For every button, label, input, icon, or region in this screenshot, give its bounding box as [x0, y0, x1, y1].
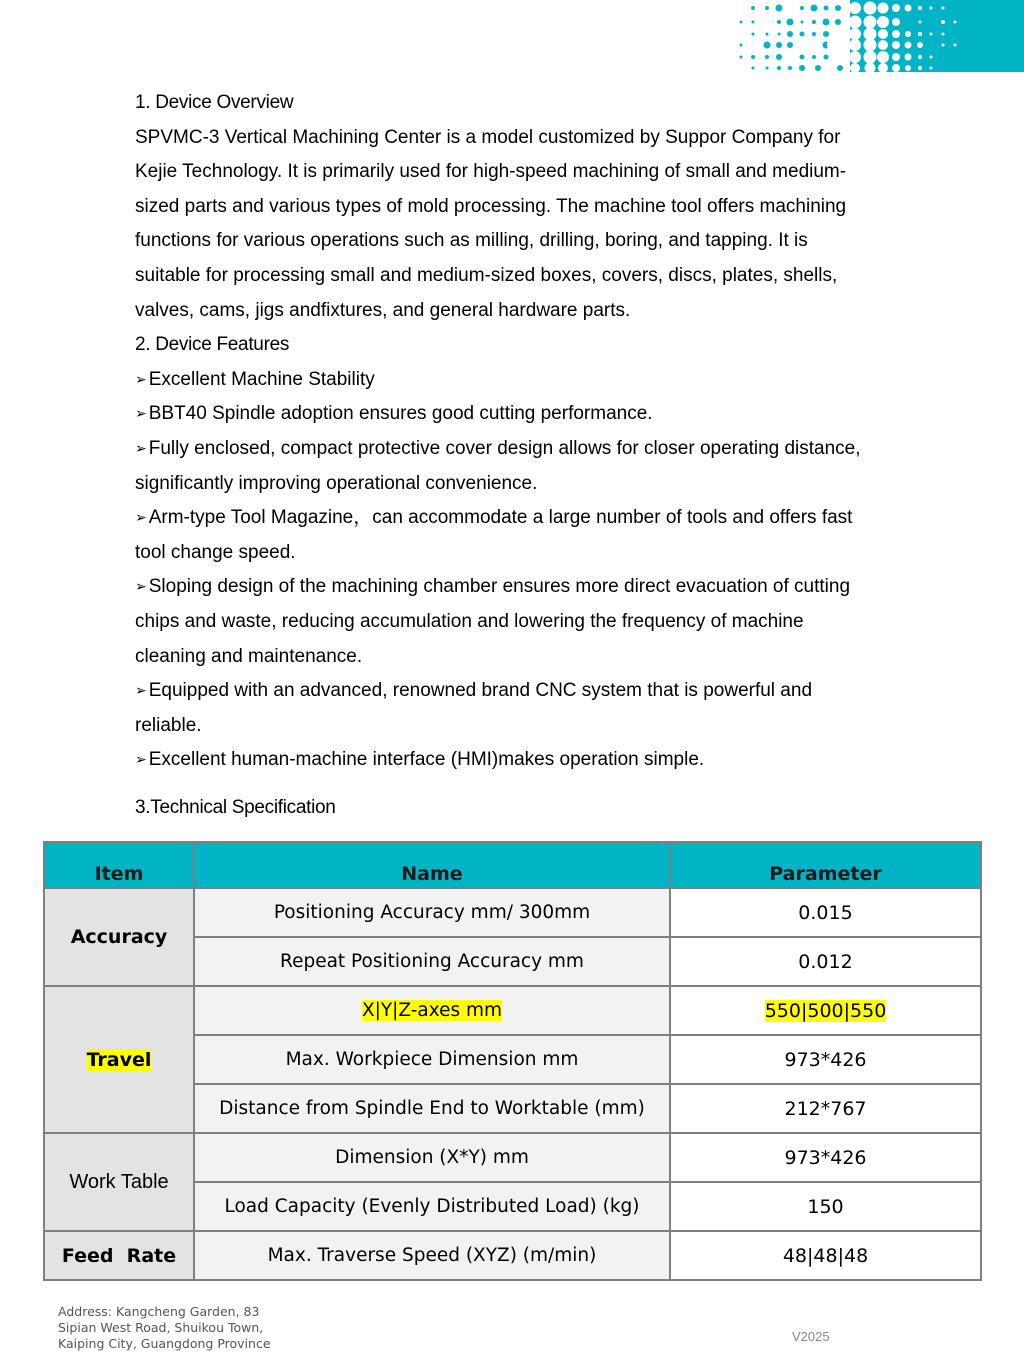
section-heading-overview: 1. Device Overview — [135, 92, 294, 113]
table-row — [44, 986, 981, 1035]
spec-name: Dimension (X*Y) mm — [194, 1133, 670, 1182]
halftone-dot-banner-icon — [700, 0, 1024, 72]
spec-value: 212*767 — [670, 1084, 981, 1133]
feature-item: ➢ BBT40 Spindle adoption ensures good cutting performance. — [135, 397, 935, 432]
spec-name: Distance from Spindle End to Worktable (mm) — [194, 1084, 670, 1133]
overview-line: sized parts and various types of mold processing. The machine tool offers machining — [135, 195, 847, 217]
spec-name — [194, 986, 670, 1035]
feature-item-continued: significantly improving operational convenience. — [135, 472, 538, 494]
spec-value — [670, 986, 981, 1035]
version-label: V2025 — [792, 1329, 830, 1344]
spec-value: 48|48|48 — [670, 1231, 981, 1280]
feature-item-continued: cleaning and maintenance. — [135, 645, 363, 667]
spec-table — [43, 841, 982, 1281]
address-line: Address: Kangcheng Garden, 83 — [58, 1304, 260, 1319]
feature-item: ➢ Sloping design of the machining chamber ensures more direct evacuation of cutting — [135, 570, 935, 605]
section-heading-spec: 3.Technical Specification — [135, 797, 336, 818]
group-label-accuracy: Accuracy — [44, 888, 194, 986]
spec-value: 150 — [670, 1182, 981, 1231]
spec-value: 0.012 — [670, 937, 981, 986]
feature-item: ➢ Fully enclosed, compact protective cover design allows for closer operating distance, — [135, 432, 935, 467]
spec-name: Max. Traverse Speed (XYZ) (m/min) — [194, 1231, 670, 1280]
address-line: Sipian West Road, Shuikou Town, — [58, 1320, 264, 1335]
highlighted-text: X|Y|Z-axes mm — [361, 1000, 503, 1021]
address-line: Kaiping City, Guangdong Province — [58, 1336, 271, 1351]
feature-item: ➢ Arm-type Tool Magazine，can accommodate a large number of tools and offers fast — [135, 501, 935, 536]
footer-address — [58, 1304, 271, 1352]
group-label-travel — [44, 986, 194, 1133]
column-header-parameter: Parameter — [670, 842, 981, 888]
spec-name: Repeat Positioning Accuracy mm — [194, 937, 670, 986]
spec-value: 973*426 — [670, 1133, 981, 1182]
feature-item-continued: reliable. — [135, 714, 202, 736]
spec-name: Positioning Accuracy mm/ 300mm — [194, 888, 670, 937]
feature-item-continued: chips and waste, reducing accumulation and lowering the frequency of machine — [135, 610, 804, 632]
document-body — [135, 86, 935, 778]
feature-item: ➢ Excellent Machine Stability — [135, 363, 935, 398]
overview-line: functions for various operations such as milling, drilling, boring, and tapping. It is — [135, 230, 808, 252]
highlighted-text: 550|500|550 — [764, 999, 887, 1022]
overview-line: suitable for processing small and medium-sized boxes, covers, discs, plates, shells, — [135, 264, 838, 286]
feature-item: ➢ Excellent human-machine interface (HMI)makes operation simple. — [135, 743, 935, 778]
spec-value: 0.015 — [670, 888, 981, 937]
table-row — [44, 1133, 981, 1182]
table-row — [44, 1231, 981, 1280]
spec-name: Max. Workpiece Dimension mm — [194, 1035, 670, 1084]
feature-item: ➢ Equipped with an advanced, renowned brand CNC system that is powerful and — [135, 674, 935, 709]
group-label-work-table: Work Table — [44, 1133, 194, 1231]
column-header-name: Name — [194, 842, 670, 888]
overview-line: valves, cams, jigs andfixtures, and general hardware parts. — [135, 299, 631, 321]
table-row — [44, 888, 981, 937]
column-header-item: Item — [44, 842, 194, 888]
spec-name: Load Capacity (Evenly Distributed Load) (kg) — [194, 1182, 670, 1231]
section-heading-features: 2. Device Features — [135, 334, 290, 356]
overview-line: Kejie Technology. It is primarily used for high-speed machining of small and medium- — [135, 161, 847, 183]
group-label-feed-rate: Feed Rate — [44, 1231, 194, 1280]
feature-item-continued: tool change speed. — [135, 541, 296, 563]
table-header-row — [44, 842, 981, 888]
overview-line: SPVMC-3 Vertical Machining Center is a model customized by Suppor Company for — [135, 126, 841, 148]
highlighted-text: Travel — [86, 1048, 152, 1071]
spec-value: 973*426 — [670, 1035, 981, 1084]
